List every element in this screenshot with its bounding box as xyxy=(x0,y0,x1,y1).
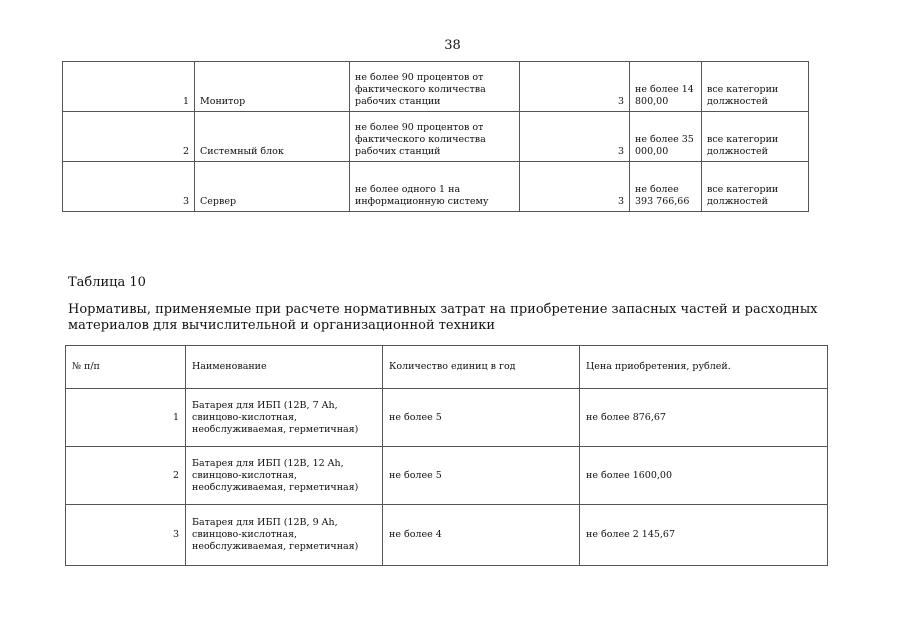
item-price: не более 876,67 xyxy=(580,389,828,447)
item-category: все категории должностей xyxy=(702,112,809,162)
row-number: 3 xyxy=(66,505,186,566)
column-header: № п/п xyxy=(66,346,186,389)
item-name: Батарея для ИБП (12В, 12 Ah, свинцово-кислотная, необслуживаемая, герметичная) xyxy=(186,447,383,505)
item-category: все категории должностей xyxy=(702,62,809,112)
column-header: Цена приобретения, рублей. xyxy=(580,346,828,389)
row-number: 2 xyxy=(63,112,195,162)
item-category: все категории должностей xyxy=(702,162,809,212)
item-name: Системный блок xyxy=(195,112,350,162)
spare-parts-table xyxy=(65,345,828,566)
item-name: Монитор xyxy=(195,62,350,112)
item-norm: не более одного 1 на информационную систему xyxy=(350,162,520,212)
row-number: 2 xyxy=(66,447,186,505)
row-number: 1 xyxy=(66,389,186,447)
item-quantity: не более 5 xyxy=(383,389,580,447)
table-row xyxy=(66,447,828,505)
column-header: Количество единиц в год xyxy=(383,346,580,389)
item-name: Батарея для ИБП (12В, 7 Ah, свинцово-кислотная, необслуживаемая, герметичная) xyxy=(186,389,383,447)
item-quantity: не более 4 xyxy=(383,505,580,566)
item-quantity: не более 5 xyxy=(383,447,580,505)
column-header: Наименование xyxy=(186,346,383,389)
table-row xyxy=(63,112,809,162)
item-quantity: 3 xyxy=(520,62,630,112)
table-label: Таблица 10 xyxy=(68,275,146,290)
item-norm: не более 90 процентов от фактического количества рабочих станций xyxy=(350,112,520,162)
row-number: 1 xyxy=(63,62,195,112)
table-row xyxy=(66,505,828,566)
item-name: Батарея для ИБП (12В, 9 Ah, свинцово-кислотная, необслуживаемая, герметичная) xyxy=(186,505,383,566)
item-price: не более 393 766,66 xyxy=(630,162,702,212)
item-name: Сервер xyxy=(195,162,350,212)
table-title: Нормативы, применяемые при расчете нормативных затрат на приобретение запасных частей и расходных материалов для вычислительной и организационной техники xyxy=(68,302,818,333)
item-price: не более 1600,00 xyxy=(580,447,828,505)
item-norm: не более 90 процентов от фактического количества рабочих станции xyxy=(350,62,520,112)
item-price: не более 2 145,67 xyxy=(580,505,828,566)
table-row xyxy=(66,389,828,447)
item-price: не более 35 000,00 xyxy=(630,112,702,162)
item-quantity: 3 xyxy=(520,112,630,162)
table-row xyxy=(63,62,809,112)
row-number: 3 xyxy=(63,162,195,212)
table-header-row xyxy=(66,346,828,389)
page-number: 38 xyxy=(444,38,461,53)
item-price: не более 14 800,00 xyxy=(630,62,702,112)
item-quantity: 3 xyxy=(520,162,630,212)
table-row xyxy=(63,162,809,212)
equipment-table xyxy=(62,61,809,212)
